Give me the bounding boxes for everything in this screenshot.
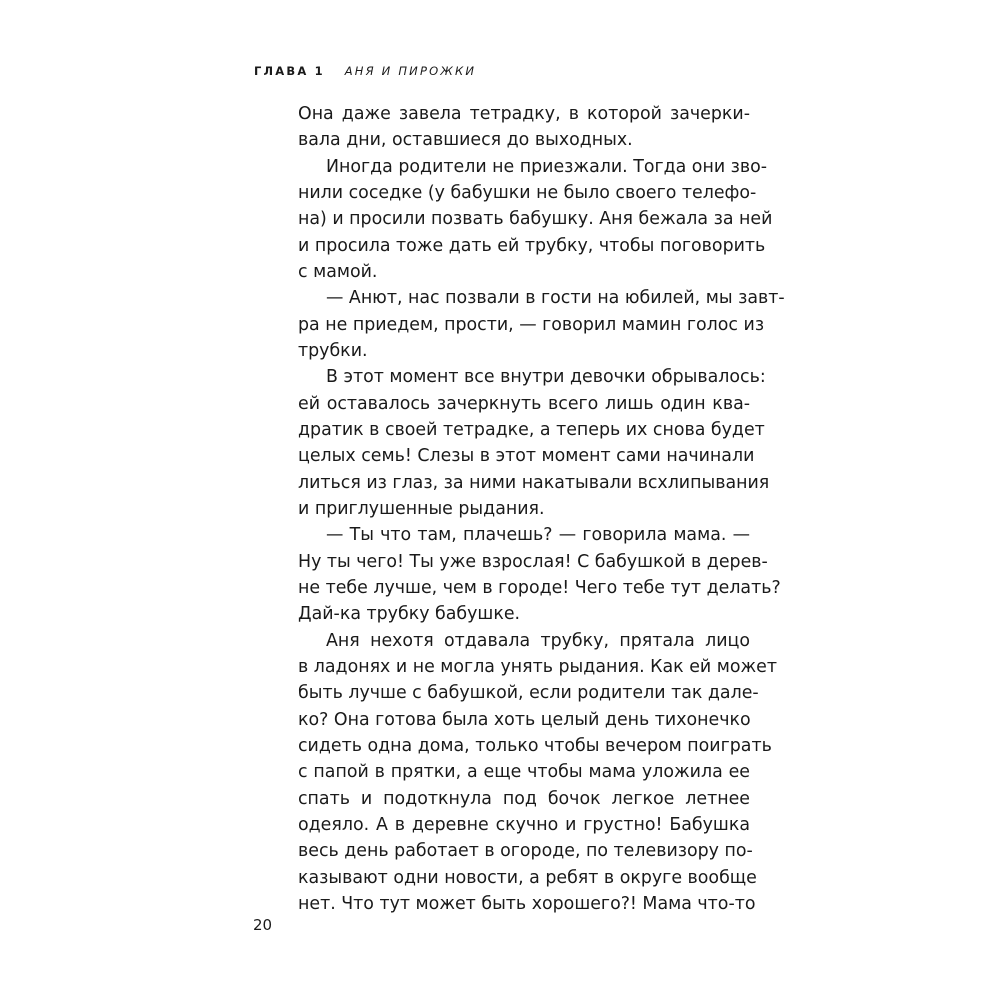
text-line: — Анют, нас позвали в гости на юбилей, мы завт-	[326, 288, 785, 309]
text-line: с папой в прятки, а еще чтобы мама уложила ее	[298, 762, 750, 783]
text-line: сидеть одна дома, только чтобы вечером поиграть	[298, 735, 772, 756]
text-line: дратик в своей тетрадке, а теперь их снова будет	[298, 419, 765, 440]
body-text	[298, 101, 785, 917]
text-line: и приглушенные рыдания.	[298, 498, 545, 519]
text-line: спать и подоткнула под бочок легкое летнее	[298, 788, 750, 809]
text-line: одеяло. А в деревне скучно и грустно! Бабушка	[298, 814, 750, 835]
text-line: вала дни, оставшиеся до выходных.	[298, 130, 633, 151]
page-number: 20	[253, 916, 273, 934]
text-line: Ну ты чего! Ты уже взрослая! С бабушкой в дерев-	[298, 551, 768, 572]
chapter-title: АНЯ И ПИРОЖКИ	[344, 64, 477, 78]
text-line: с мамой.	[298, 261, 378, 282]
text-line: Иногда родители не приезжали. Тогда они зво-	[326, 156, 768, 177]
text-line: ко? Она готова была хоть целый день тихонечко	[298, 709, 751, 730]
text-line: литься из глаз, за ними накатывали всхлипывания	[298, 472, 770, 493]
text-line: ра не приедем, прости, — говорил мамин голос из	[298, 314, 765, 335]
text-line: ей оставалось зачеркнуть всего лишь один ква-	[298, 393, 750, 414]
text-line: В этот момент все внутри девочки обрывалось:	[326, 367, 766, 388]
text-line: целых семь! Слезы в этот момент сами начинали	[298, 446, 755, 467]
text-line: Она даже завела тетрадку, в которой зачерки-	[298, 104, 750, 124]
text-line: нили соседке (у бабушки не было своего телефо-	[298, 182, 757, 203]
text-line: Аня нехотя отдавала трубку, прятала лицо	[326, 630, 750, 651]
text-line: не тебе лучше, чем в городе! Чего тебе тут делать?	[298, 577, 781, 598]
text-line: на) и просили позвать бабушку. Аня бежала за ней	[298, 209, 773, 230]
text-line: нет. Что тут может быть хорошего?! Мама что-то	[298, 893, 756, 914]
text-line: и просила тоже дать ей трубку, чтобы поговорить	[298, 235, 766, 256]
text-line: в ладонях и не могла унять рыдания. Как ей может	[298, 656, 777, 677]
text-line: Дай-ка трубку бабушке.	[298, 604, 521, 625]
text-line: казывают одни новости, а ребят в округе вообще	[298, 867, 757, 888]
text-line: быть лучше с бабушкой, если родители так дале-	[298, 683, 759, 704]
running-head	[254, 64, 476, 78]
chapter-label: ГЛАВА 1	[254, 64, 325, 78]
text-line: весь день работает в огороде, по телевизору по-	[298, 841, 753, 862]
text-line: трубки.	[298, 340, 368, 361]
text-line: — Ты что там, плачешь? — говорила мама. —	[326, 525, 750, 546]
